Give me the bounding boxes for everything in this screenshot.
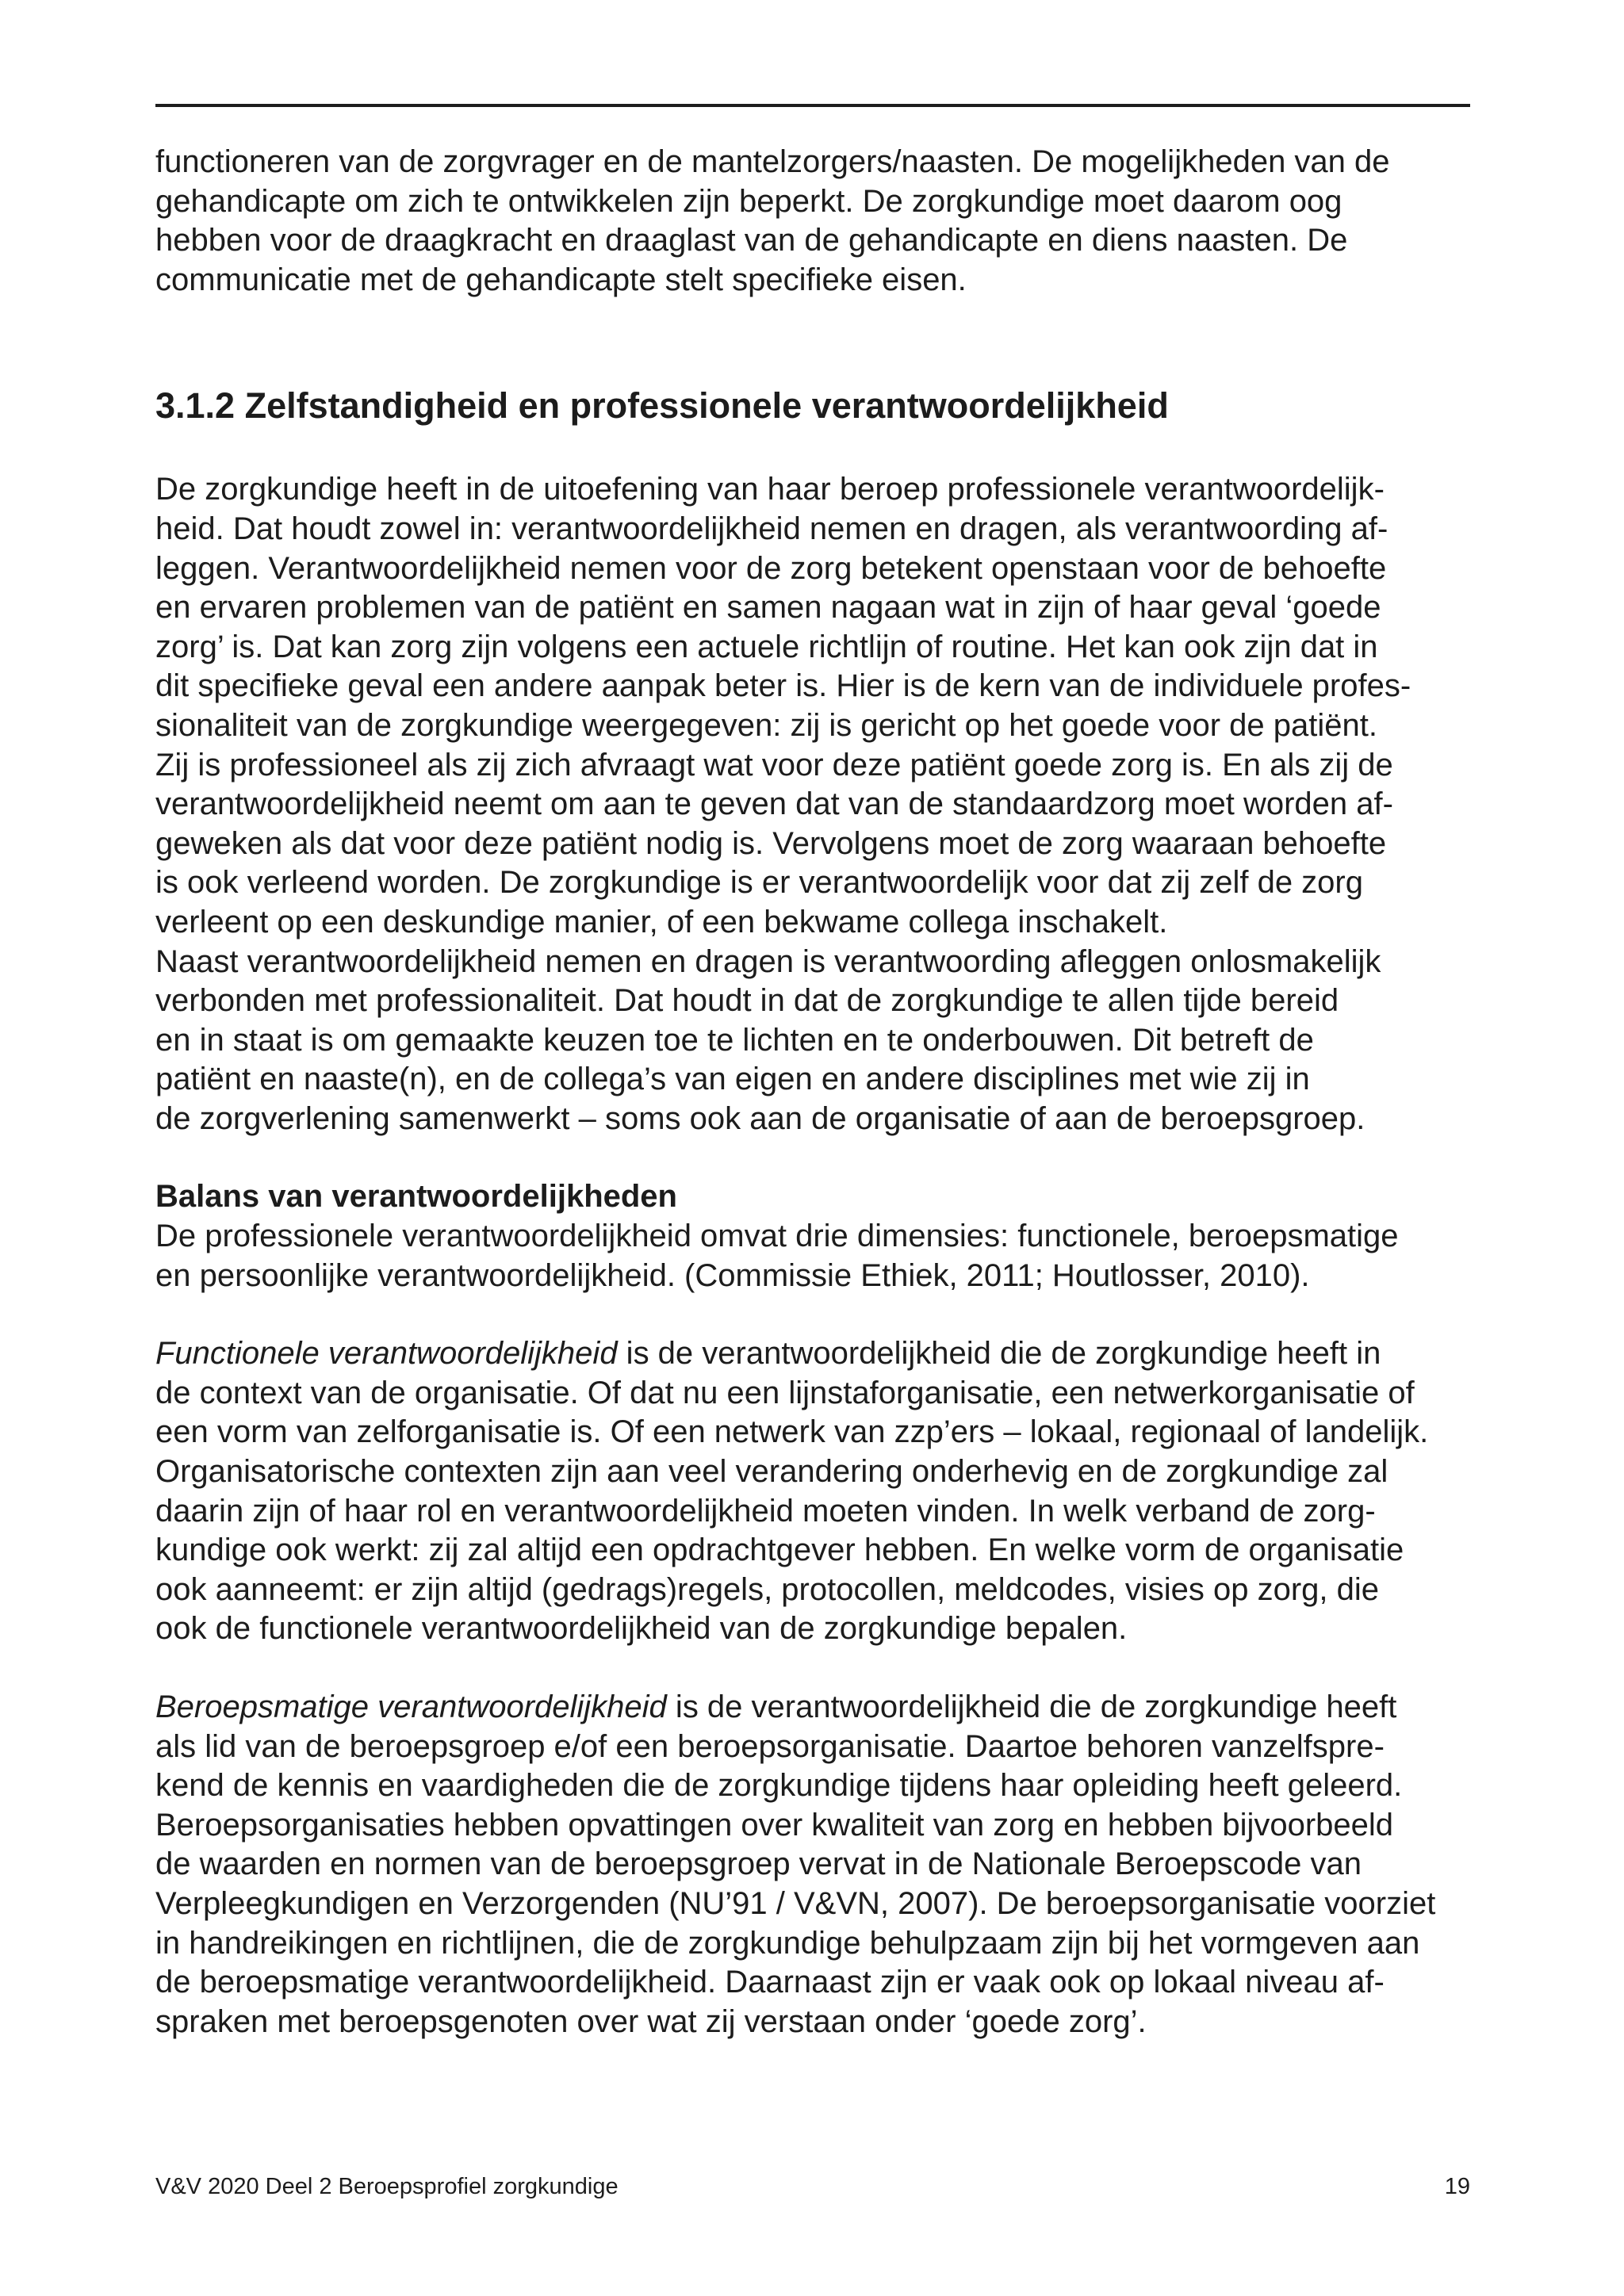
text-line: verleent op een deskundige manier, of een bekwame collega inschakelt. — [155, 904, 1168, 939]
text-line: spraken met beroepsgenoten over wat zij verstaan onder ‘goede zorg’. — [155, 2003, 1147, 2039]
text-line: communicatie met de gehandicapte stelt specifieke eisen. — [155, 262, 967, 297]
text-line: hebben voor de draagkracht en draaglast van de gehandicapte en diens naasten. De — [155, 223, 1348, 258]
responsibility-paragraph — [155, 470, 1470, 1138]
text-line: kundige ook werkt: zij zal altijd een opdrachtgever hebben. En welke vorm de organisatie — [155, 1533, 1404, 1568]
text-line: daarin zijn of haar rol en verantwoordelijkheid moeten vinden. In welk verband de zorg- — [155, 1493, 1376, 1529]
footer-title: V&V 2020 Deel 2 Beroepsprofiel zorgkundige — [155, 2174, 619, 2199]
subheading: Balans van verantwoordelijkheden — [155, 1179, 677, 1215]
text-line: en persoonlijke verantwoordelijkheid. (Commissie Ethiek, 2011; Houtlosser, 2010). — [155, 1257, 1310, 1293]
professional-paragraph — [155, 1688, 1470, 2042]
text-line: functioneren van de zorgvrager en de mantelzorgers/naasten. De mogelijkheden van de — [155, 144, 1390, 179]
text-line: een vorm van zelforganisatie is. Of een netwerk van zzp’ers – lokaal, regionaal of landelijk. — [155, 1414, 1429, 1450]
text-line: sionaliteit van de zorgkundige weergegeven: zij is gericht op het goede voor de patiënt. — [155, 707, 1377, 743]
text-line: Naast verantwoordelijkheid nemen en dragen is verantwoording afleggen onlosmakelijk — [155, 943, 1381, 979]
text-line: zorg’ is. Dat kan zorg zijn volgens een actuele richtlijn of routine. Het kan ook zijn dat in — [155, 629, 1378, 664]
text-line: in handreikingen en richtlijnen, die de zorgkundige behulpzaam zijn bij het vormgeven aan — [155, 1925, 1420, 1961]
balance-paragraph — [155, 1177, 1470, 1295]
text-line: de context van de organisatie. Of dat nu een lijnstaforganisatie, een netwerkorganisatie of — [155, 1375, 1415, 1410]
text-line: Verpleegkundigen en Verzorgenden (NU’91 / V&VN, 2007). De beroepsorganisatie voorziet — [155, 1885, 1436, 1921]
text-line: Organisatorische contexten zijn aan veel verandering onderhevig en de zorgkundige zal — [155, 1454, 1388, 1490]
text-line: en in staat is om gemaakte keuzen toe te lichten en te onderbouwen. Dit betreft de — [155, 1022, 1314, 1058]
text-line: De zorgkundige heeft in de uitoefening van haar beroep professionele verantwoordelijk- — [155, 472, 1385, 507]
text-line: De professionele verantwoordelijkheid omvat drie dimensies: functionele, beroepsmatige — [155, 1219, 1399, 1254]
text-line: en ervaren problemen van de patiënt en samen nagaan wat in zijn of haar geval ‘goede — [155, 590, 1381, 626]
text-line: heid. Dat houdt zowel in: verantwoordelijkheid nemen en dragen, als verantwoording af- — [155, 511, 1388, 546]
text-line: dit specifieke geval een andere aanpak beter is. Hier is de kern van de individuele profes- — [155, 668, 1411, 704]
text-line: als lid van de beroepsgroep e/of een beroepsorganisatie. Daartoe behoren vanzelfspre- — [155, 1728, 1385, 1764]
term-italic: Functionele verantwoordelijkheid — [155, 1336, 618, 1372]
text-line: Beroepsorganisaties hebben opvattingen over kwaliteit van zorg en hebben bijvoorbeeld — [155, 1807, 1394, 1843]
header-rule — [155, 104, 1470, 107]
section-heading: 3.1.2 Zelfstandigheid en professionele verantwoordelijkheid — [155, 385, 1169, 427]
text-line: ook aanneemt: er zijn altijd (gedrags)regels, protocollen, meldcodes, visies op zorg, die — [155, 1571, 1380, 1607]
text-line: gehandicapte om zich te ontwikkelen zijn beperkt. De zorgkundige moet daarom oog — [155, 183, 1342, 219]
text-line — [155, 1688, 1470, 1728]
text-line: verbonden met professionaliteit. Dat houdt in dat de zorgkundige te allen tijde bereid — [155, 983, 1339, 1019]
text-line: de beroepsmatige verantwoordelijkheid. Daarnaast zijn er vaak ook op lokaal niveau af- — [155, 1965, 1385, 2000]
text-line — [155, 1334, 1470, 1374]
text-fragment: is de verantwoordelijkheid die de zorgkundige heeft in — [617, 1336, 1381, 1372]
page-content — [155, 143, 1470, 2042]
intro-paragraph — [155, 143, 1470, 300]
text-line: patiënt en naaste(n), en de collega’s van eigen en andere disciplines met wie zij in — [155, 1062, 1310, 1097]
text-fragment: is de verantwoordelijkheid die de zorgkundige heeft — [666, 1689, 1397, 1724]
page-number: 19 — [1444, 2174, 1470, 2199]
text-line: de zorgverlening samenwerkt – soms ook aan de organisatie of aan de beroepsgroep. — [155, 1100, 1365, 1136]
text-line: de waarden en normen van de beroepsgroep vervat in de Nationale Beroepscode van — [155, 1846, 1362, 1882]
text-line: leggen. Verantwoordelijkheid nemen voor de zorg betekent openstaan voor de behoefte — [155, 550, 1387, 586]
text-line: Zij is professioneel als zij zich afvraagt wat voor deze patiënt goede zorg is. En als zij de — [155, 747, 1393, 783]
text-line: geweken als dat voor deze patiënt nodig is. Vervolgens moet de zorg waaraan behoefte — [155, 825, 1387, 861]
text-line: ook de functionele verantwoordelijkheid van de zorgkundige bepalen. — [155, 1611, 1128, 1647]
text-line: kend de kennis en vaardigheden die de zorgkundige tijdens haar opleiding heeft geleerd. — [155, 1768, 1403, 1804]
functional-paragraph — [155, 1334, 1470, 1649]
text-line: verantwoordelijkheid neemt om aan te geven dat van de standaardzorg moet worden af- — [155, 786, 1393, 822]
text-line: is ook verleend worden. De zorgkundige is er verantwoordelijk voor dat zij zelf de zorg — [155, 865, 1363, 901]
term-italic: Beroepsmatige verantwoordelijkheid — [155, 1689, 667, 1724]
